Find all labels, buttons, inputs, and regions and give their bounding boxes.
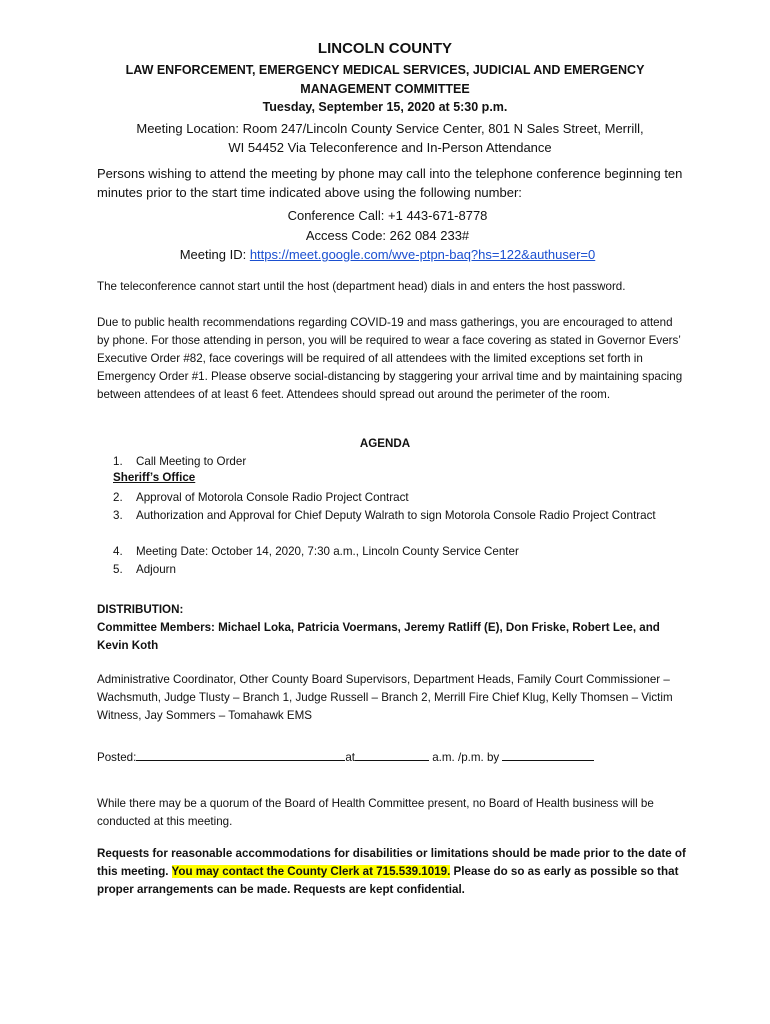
meeting-link[interactable]: https://meet.google.com/wve-ptpn-baq?hs=122&authuser=0 [249, 247, 596, 262]
agenda-title: AGENDA [359, 437, 411, 450]
agenda-item-number: 4. [113, 545, 123, 558]
posted-ampm-label: a.m. /p.m. by [429, 751, 503, 764]
meeting-location-line2: WI 54452 Via Teleconference and In-Person Attendance [228, 140, 552, 155]
agenda-item-text: Approval of Motorola Console Radio Project Contract [136, 491, 409, 504]
clerk-contact-highlight: You may contact the County Clerk at 715.539.1019. [171, 865, 451, 878]
agenda-item-1 [0, 453, 770, 471]
meeting-location [110, 119, 670, 157]
committee-name [0, 61, 770, 99]
meeting-id [0, 247, 770, 262]
accommodations-part2: Please do so as early as possible so that proper arrangements can be made. Requests are kept confidential. [97, 865, 679, 896]
conference-call: Conference Call: +1 443-671-8778 [287, 208, 488, 223]
posted-time-blank [355, 748, 429, 761]
agenda-item-text: Authorization and Approval for Chief Deputy Walrath to sign Motorola Console Radio Project Contract [136, 509, 656, 522]
phone-intro: Persons wishing to attend the meeting by phone may call into the telephone conference beginning ten minutes prior to the start time indicated above using the following number: [97, 166, 683, 200]
agenda-section-sheriff: Sheriff’s Office [113, 471, 196, 484]
agenda-item-number: 5. [113, 563, 123, 576]
posted-by-blank [502, 748, 594, 761]
meeting-location-line1: Meeting Location: Room 247/Lincoln County Service Center, 801 N Sales Street, Merrill, [136, 121, 644, 136]
agenda-item-text: Meeting Date: October 14, 2020, 7:30 a.m., Lincoln County Service Center [136, 545, 519, 558]
quorum-note: While there may be a quorum of the Board of Health Committee present, no Board of Health business will be conducted at this meeting. [97, 797, 654, 828]
agenda-item-text: Call Meeting to Order [136, 455, 247, 468]
agenda-item-number: 3. [113, 509, 123, 522]
meeting-id-label: Meeting ID: [179, 247, 250, 262]
posted-line [97, 748, 687, 767]
posted-at-label: at [345, 751, 355, 764]
agenda-item-3 [0, 507, 770, 543]
accommodations-note [97, 845, 687, 899]
county-title: LINCOLN COUNTY [317, 40, 453, 57]
agenda-item-number: 2. [113, 491, 123, 504]
distribution-others: Administrative Coordinator, Other County Board Supervisors, Department Heads, Family Court Commissioner – Wachsmuth, Judge Tlusty – Branch 1, Judge Russell – Branch 2, Merrill Fire Chief Klug, Kelly Thomsen – Victim Witness, Jay Sommers – Tomahawk EMS [97, 673, 673, 722]
agenda-item-text: Adjourn [136, 563, 176, 576]
distribution-members: Committee Members: Michael Loka, Patricia Voermans, Jeremy Ratliff (E), Don Friske, Robert Lee, and Kevin Koth [97, 621, 660, 652]
covid-paragraph: Due to public health recommendations regarding COVID-19 and mass gatherings, you are encouraged to attend by phone. For those attending in person, you will be required to wear a face covering as stated in Governor Evers’ Executive Order #82, face coverings will be required of all attendees with the limited exceptions set forth in Emergency Order #1. Please observe social-distancing by staggering your arrival time and by maintaining spacing between attendees of at least 6 feet. Attendees should spread out around the perimeter of the room. [97, 316, 683, 401]
agenda-item-number: 1. [113, 455, 123, 468]
committee-name-line1: LAW ENFORCEMENT, EMERGENCY MEDICAL SERVICES, JUDICIAL AND EMERGENCY [125, 63, 645, 77]
access-code: Access Code: 262 084 233# [305, 228, 470, 243]
distribution-label: DISTRIBUTION: [97, 603, 184, 616]
agenda-item-5 [0, 561, 770, 579]
meeting-date: Tuesday, September 15, 2020 at 5:30 p.m. [262, 100, 508, 114]
accommodations-part1: Requests for reasonable accommodations for disabilities or limitations should be made prior to the date of this meeting. [97, 847, 686, 878]
agenda-item-2 [0, 489, 770, 507]
posted-label: Posted: [97, 751, 137, 764]
posted-date-blank [136, 748, 345, 761]
teleconference-note: The teleconference cannot start until the host (department head) dials in and enters the host password. [97, 280, 626, 293]
committee-name-line2: MANAGEMENT COMMITTEE [300, 82, 470, 96]
agenda-item-4 [0, 543, 770, 561]
